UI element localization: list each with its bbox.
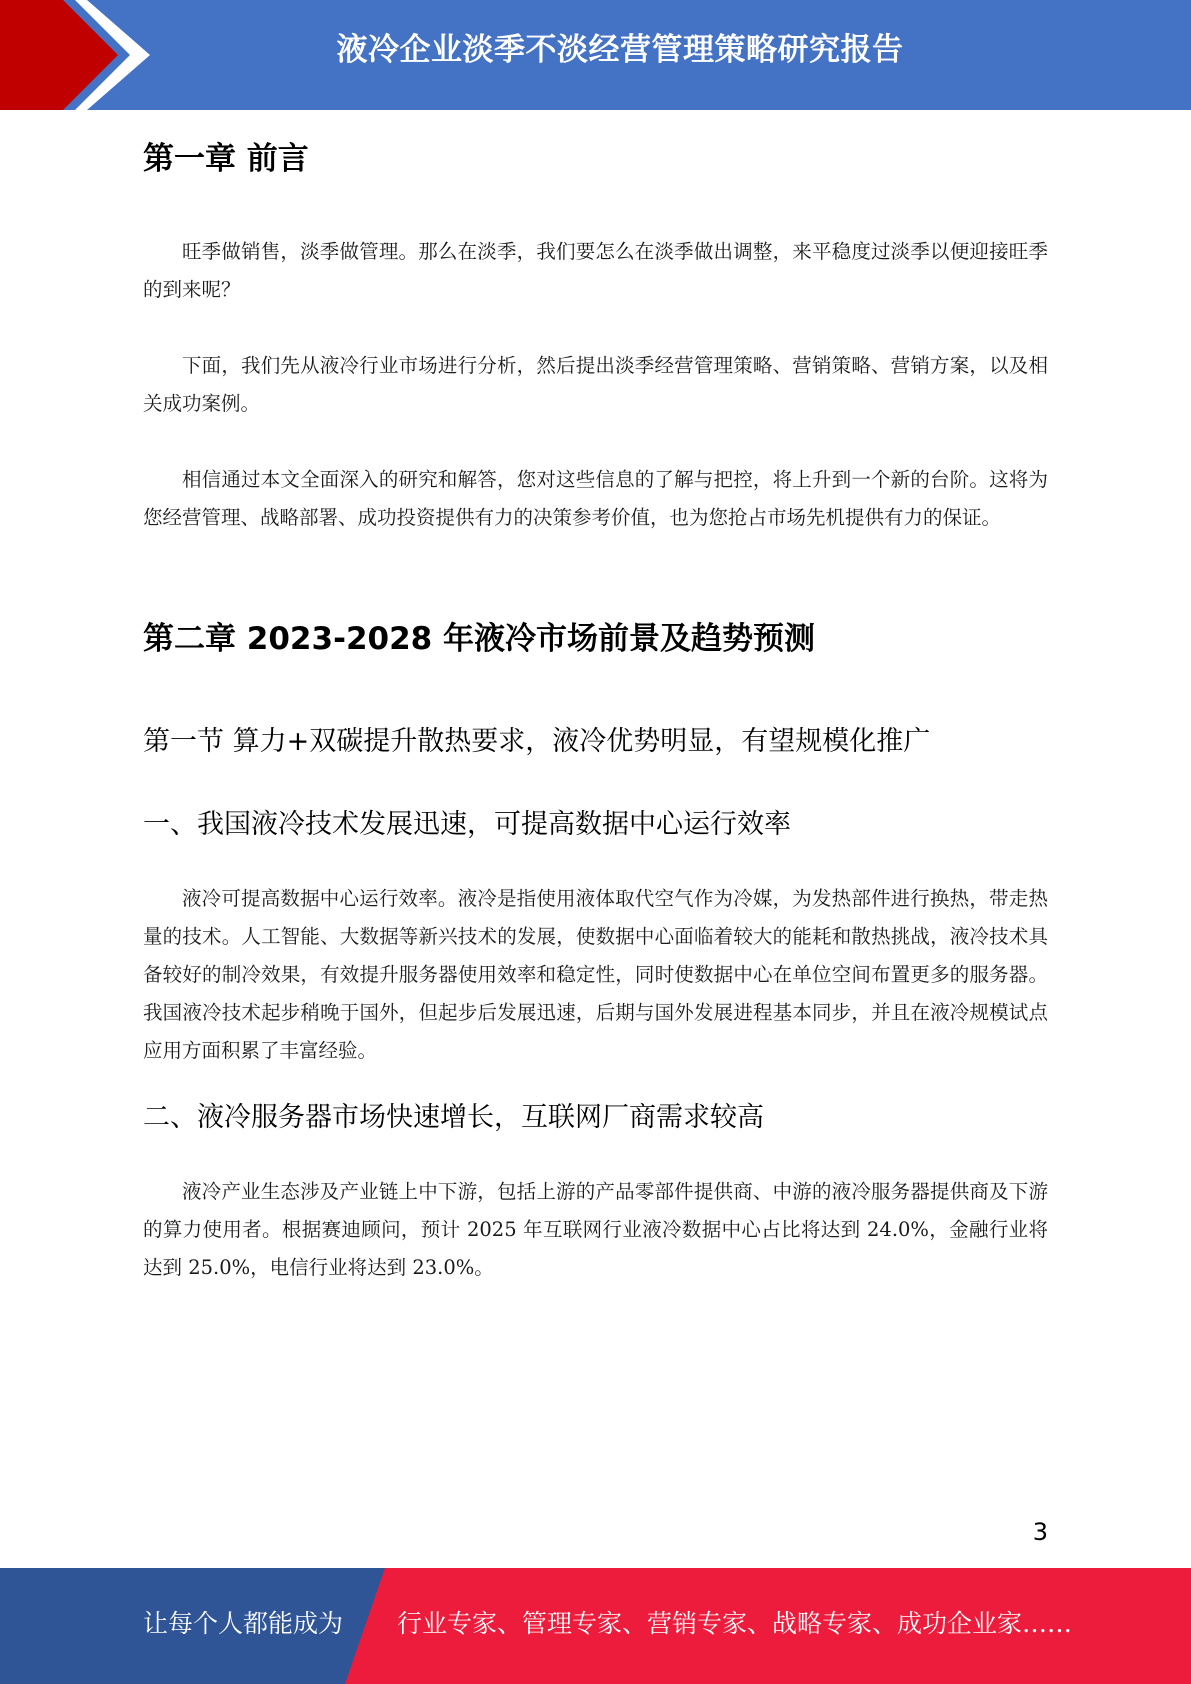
report-title: 液冷企业淡季不淡经营管理策略研究报告 [336, 32, 904, 68]
chapter-1-paragraph-1: 旺季做销售，淡季做管理。那么在淡季，我们要怎么在淡季做出调整，来平稳度过淡季以便迎接旺季的到来呢？ [143, 240, 1048, 301]
page-header [0, 0, 1191, 110]
subsection-2-paragraph: 液冷产业生态涉及产业链上中下游，包括上游的产品零部件提供商、中游的液冷服务器提供商及下游的算力使用者。根据赛迪顾问，预计 2025 年互联网行业液冷数据中心占比将达到 24.0%，金融行业将达到 25.0%，电信行业将达到 23.0%。 [143, 1180, 1048, 1279]
chapter-1-paragraph-3: 相信通过本文全面深入的研究和解答，您对这些信息的了解与把控，将上升到一个新的台阶。这将为您经营管理、战略部署、成功投资提供有力的决策参考价值，也为您抢占市场先机提供有力的保证。 [143, 468, 1048, 529]
chapter-1-paragraph-2: 下面，我们先从液冷行业市场进行分析，然后提出淡季经营管理策略、营销策略、营销方案，以及相关成功案例。 [143, 354, 1048, 415]
page-footer [0, 1568, 1191, 1684]
header-arrow-decoration [0, 0, 160, 110]
footer-slogan-left: 让每个人都能成为 [143, 1609, 344, 1638]
chapter-2-heading: 第二章 2023-2028 年液冷市场前景及趋势预测 [143, 621, 816, 657]
page-number: 3 [1032, 1518, 1048, 1546]
section-1-heading: 第一节 算力+双碳提升散热要求，液冷优势明显，有望规模化推广 [143, 726, 931, 757]
subsection-2-heading: 二、液冷服务器市场快速增长，互联网厂商需求较高 [143, 1102, 764, 1133]
subsection-1-heading: 一、我国液冷技术发展迅速，可提高数据中心运行效率 [143, 809, 791, 840]
chapter-1-heading: 第一章 前言 [143, 141, 309, 177]
footer-slogan-right: 行业专家、管理专家、营销专家、战略专家、成功企业家…… [397, 1609, 1073, 1638]
subsection-1-paragraph: 液冷可提高数据中心运行效率。液冷是指使用液体取代空气作为冷媒，为发热部件进行换热，带走热量的技术。人工智能、大数据等新兴技术的发展，使数据中心面临着较大的能耗和散热挑战，液冷技术具备较好的制冷效果，有效提升服务器使用效率和稳定性，同时使数据中心在单位空间布置更多的服务器。我国液冷技术起步稍晚于国外，但起步后发展迅速，后期与国外发展进程基本同步，并且在液冷规模试点应用方面积累了丰富经验。 [143, 887, 1048, 1062]
